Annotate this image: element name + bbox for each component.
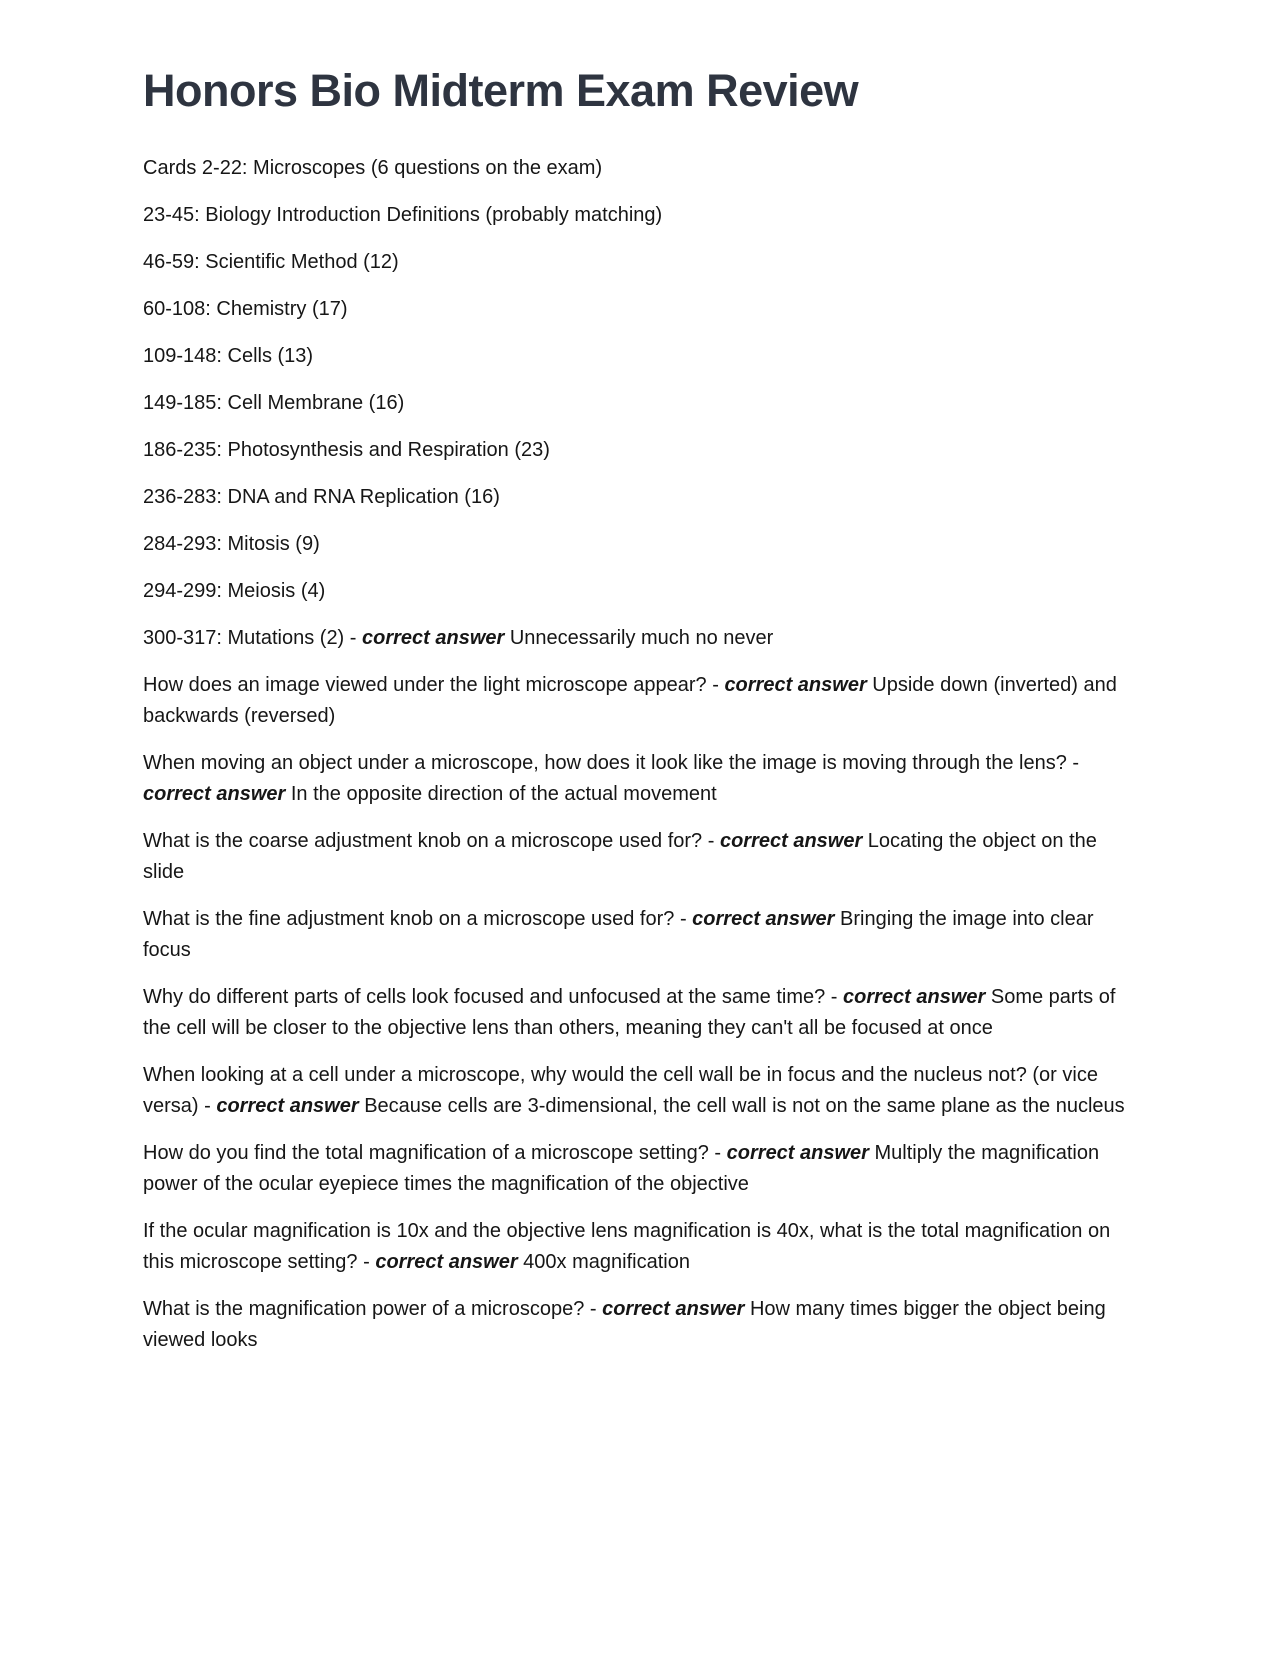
correct-answer-label: correct answer — [843, 986, 986, 1009]
text-segment: If the ocular magnification is 10x and the objective lens magnification is 40x, what is the total magnification on this microscope setting? - — [143, 1220, 1116, 1274]
text-segment: 284-293: Mitosis (9) — [143, 533, 320, 556]
paragraph — [143, 247, 1142, 278]
paragraph — [143, 529, 1142, 560]
paragraph — [143, 670, 1142, 732]
text-segment: 46-59: Scientific Method (12) — [143, 251, 399, 274]
paragraph — [143, 153, 1142, 184]
text-segment: 294-299: Meiosis (4) — [143, 580, 326, 603]
text-segment: 23-45: Biology Introduction Definitions (probably matching) — [143, 204, 663, 227]
page-title: Honors Bio Midterm Exam Review — [143, 65, 859, 116]
text-segment: Because cells are 3-dimensional, the cell wall is not on the same plane as the nucleus — [358, 1095, 1125, 1118]
text-segment: 236-283: DNA and RNA Replication (16) — [143, 486, 500, 509]
text-segment: Why do different parts of cells look focused and unfocused at the same time? - — [143, 986, 844, 1009]
text-segment: What is the coarse adjustment knob on a microscope used for? - — [143, 830, 720, 853]
text-segment: When moving an object under a microscope, how does it look like the image is moving through the lens? - — [143, 752, 1085, 775]
correct-answer-label: correct answer — [724, 674, 867, 697]
text-segment: Locating the object on the slide — [143, 830, 1103, 884]
text-segment: Unnecessarily much no never — [504, 627, 774, 650]
correct-answer-label: correct answer — [375, 1251, 518, 1274]
text-segment: 109-148: Cells (13) — [143, 345, 314, 368]
paragraph — [143, 748, 1142, 810]
paragraph — [143, 576, 1142, 607]
correct-answer-label: correct answer — [692, 908, 835, 931]
text-segment: 300-317: Mutations (2) - — [143, 627, 362, 650]
paragraph-list — [143, 153, 1142, 1356]
text-segment: 149-185: Cell Membrane (16) — [143, 392, 405, 415]
paragraph — [143, 482, 1142, 513]
text-segment: Multiply the magnification power of the ocular eyepiece times the magnification of the objective — [143, 1142, 1105, 1196]
paragraph — [143, 623, 1142, 654]
paragraph — [143, 294, 1142, 325]
paragraph — [143, 1216, 1142, 1278]
text-segment: When looking at a cell under a microscope, why would the cell wall be in focus and the nucleus not? (or vice versa) - — [143, 1064, 1104, 1118]
paragraph — [143, 1138, 1142, 1200]
correct-answer-label: correct answer — [216, 1095, 359, 1118]
text-segment: In the opposite direction of the actual movement — [285, 783, 717, 806]
text-segment: How many times bigger the object being viewed looks — [143, 1298, 1112, 1352]
text-segment: What is the fine adjustment knob on a microscope used for? - — [143, 908, 693, 931]
correct-answer-label: correct answer — [362, 627, 505, 650]
paragraph — [143, 435, 1142, 466]
paragraph — [143, 826, 1142, 888]
correct-answer-label: correct answer — [143, 783, 286, 806]
paragraph — [143, 341, 1142, 372]
paragraph — [143, 1294, 1142, 1356]
paragraph — [143, 200, 1142, 231]
correct-answer-label: correct answer — [719, 830, 863, 853]
paragraph — [143, 1060, 1142, 1122]
text-segment: Some parts of the cell will be closer to the objective lens than others, meaning they can't all be focused at once — [143, 986, 1121, 1040]
paragraph — [143, 904, 1142, 966]
paragraph — [143, 388, 1142, 419]
correct-answer-label: correct answer — [602, 1298, 745, 1321]
text-segment: Upside down (inverted) and backwards (reversed) — [143, 674, 1123, 728]
text-segment: Cards 2-22: Microscopes (6 questions on the exam) — [143, 157, 603, 180]
text-segment: 186-235: Photosynthesis and Respiration (23) — [143, 439, 550, 462]
text-segment: How does an image viewed under the light microscope appear? - — [143, 674, 725, 697]
correct-answer-label: correct answer — [726, 1142, 869, 1165]
paragraph — [143, 982, 1142, 1044]
text-segment: How do you find the total magnification of a microscope setting? - — [143, 1142, 727, 1165]
text-segment: 400x magnification — [517, 1251, 690, 1274]
text-segment: 60-108: Chemistry (17) — [143, 298, 348, 321]
text-segment: Bringing the image into clear focus — [143, 908, 1100, 962]
text-segment: What is the magnification power of a microscope? - — [143, 1298, 603, 1321]
